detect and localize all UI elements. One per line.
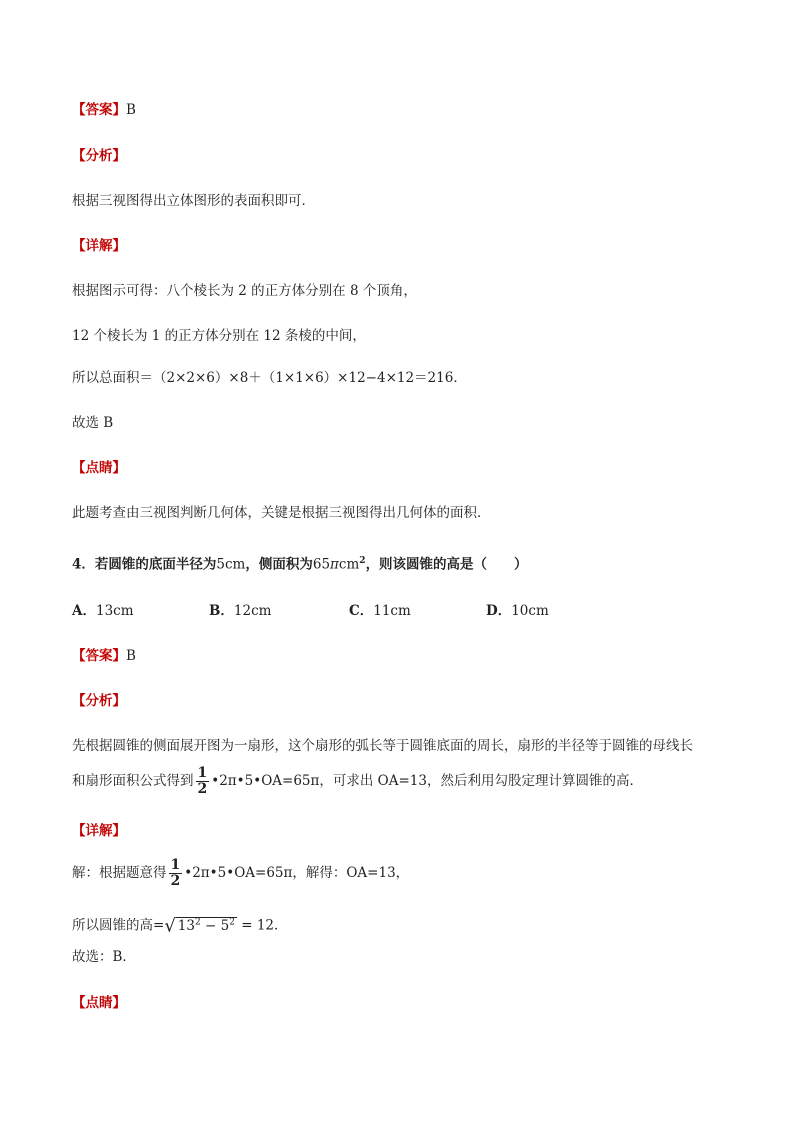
detail-line-4: 故选 B <box>72 415 114 431</box>
radicand-b: 5 <box>220 917 230 934</box>
comment-text-1: 此题考查由三视图判断几何体，关键是根据三视图得出几何体的面积． <box>72 505 491 521</box>
fraction-half <box>196 766 210 797</box>
fraction-denominator: 2 <box>170 873 181 889</box>
option-c[interactable] <box>349 601 411 621</box>
option-b[interactable] <box>209 601 271 621</box>
question-4-area-exp: 2 <box>359 556 366 566</box>
analysis-line-2-a: 和扇形面积公式得到 <box>72 773 194 789</box>
option-b-value: 12cm <box>233 603 272 619</box>
analysis-heading-2 <box>72 691 126 711</box>
detail-tag: 【详解】 <box>72 823 126 839</box>
detail-line-2: 12 个棱长为 1 的正方体分别在 12 条棱的中间， <box>72 328 366 344</box>
fraction-denominator: 2 <box>197 781 208 797</box>
option-a-value: 13cm <box>95 603 134 619</box>
question-4-area-num: 65 <box>312 556 331 573</box>
analysis-line-1: 先根据圆锥的侧面展开图为一扇形，这个扇形的弧长等于圆锥底面的周长，扇形的半径等于圆锥的母线长 <box>72 738 693 754</box>
comment-heading-1 <box>72 458 126 478</box>
radical-sign-icon: √ <box>164 915 176 937</box>
detail-heading-1 <box>72 236 126 256</box>
question-4-stem-a: 4．若圆锥的底面半径为 <box>72 556 217 573</box>
analysis-line-2-b: •2π•5•OA=65π，可求出 OA=13，然后利用勾股定理计算圆锥的高． <box>211 773 643 789</box>
option-b-letter: B． <box>209 603 234 619</box>
analysis-heading-1 <box>72 146 126 166</box>
comment-tag: 【点睛】 <box>72 460 126 476</box>
fraction-half <box>169 858 183 889</box>
option-d-value: 10cm <box>511 603 549 619</box>
detail-line-2-2-b: = 12． <box>236 917 288 934</box>
fraction-numerator: 1 <box>197 765 208 781</box>
answer-value: B <box>126 648 136 664</box>
radicand-a-exp: 2 <box>194 917 201 927</box>
option-c-letter: C． <box>349 603 374 619</box>
question-4-area-pi: π <box>330 556 339 573</box>
detail-line-2-1-b: •2π•5•OA=65π，解得：OA=13， <box>184 865 410 881</box>
question-4-area-unit: cm <box>338 556 360 573</box>
comment-heading-2 <box>72 993 126 1013</box>
question-4-stem-c: ，则该圆锥的高是（ ） <box>365 556 528 573</box>
radicand-b-exp: 2 <box>229 917 235 927</box>
radicand <box>176 917 237 934</box>
comment-tag: 【点睛】 <box>72 995 126 1011</box>
detail-line-2-2 <box>72 912 288 937</box>
option-a-letter: A． <box>72 603 96 619</box>
question-4-stem-b: ，侧面积为 <box>245 556 313 573</box>
detail-line-3: 所以总面积＝（2×2×6）×8＋（1×1×6）×12−4×12＝216． <box>72 370 467 386</box>
detail-heading-2 <box>72 821 126 841</box>
detail-line-2-2-a: 所以圆锥的高= <box>72 917 165 934</box>
answer-value: B <box>126 102 136 118</box>
radicand-minus: − <box>200 917 221 934</box>
option-c-value: 11cm <box>373 603 411 619</box>
square-root <box>164 912 237 937</box>
answer-line-1 <box>72 100 136 120</box>
option-d-letter: D． <box>486 603 512 619</box>
analysis-text-1: 根据三视图得出立体图形的表面积即可． <box>72 193 315 209</box>
option-a[interactable] <box>72 601 134 621</box>
detail-line-2-3: 故选：B． <box>72 949 136 965</box>
analysis-tag: 【分析】 <box>72 148 126 164</box>
fraction-numerator: 1 <box>170 857 181 873</box>
analysis-tag: 【分析】 <box>72 693 126 709</box>
analysis-line-2 <box>72 762 643 800</box>
radicand-a: 13 <box>177 917 195 934</box>
detail-line-2-1 <box>72 854 409 892</box>
answer-line-2 <box>72 646 136 666</box>
answer-tag: 【答案】 <box>72 102 126 118</box>
question-4-radius: 5cm <box>216 556 246 573</box>
detail-tag: 【详解】 <box>72 238 126 254</box>
option-d[interactable] <box>486 601 549 621</box>
question-4-stem <box>72 551 528 575</box>
answer-tag: 【答案】 <box>72 648 126 664</box>
detail-line-1: 根据图示可得：八个棱长为 2 的正方体分别在 8 个顶角， <box>72 283 417 299</box>
detail-line-2-1-a: 解：根据题意得 <box>72 865 167 881</box>
